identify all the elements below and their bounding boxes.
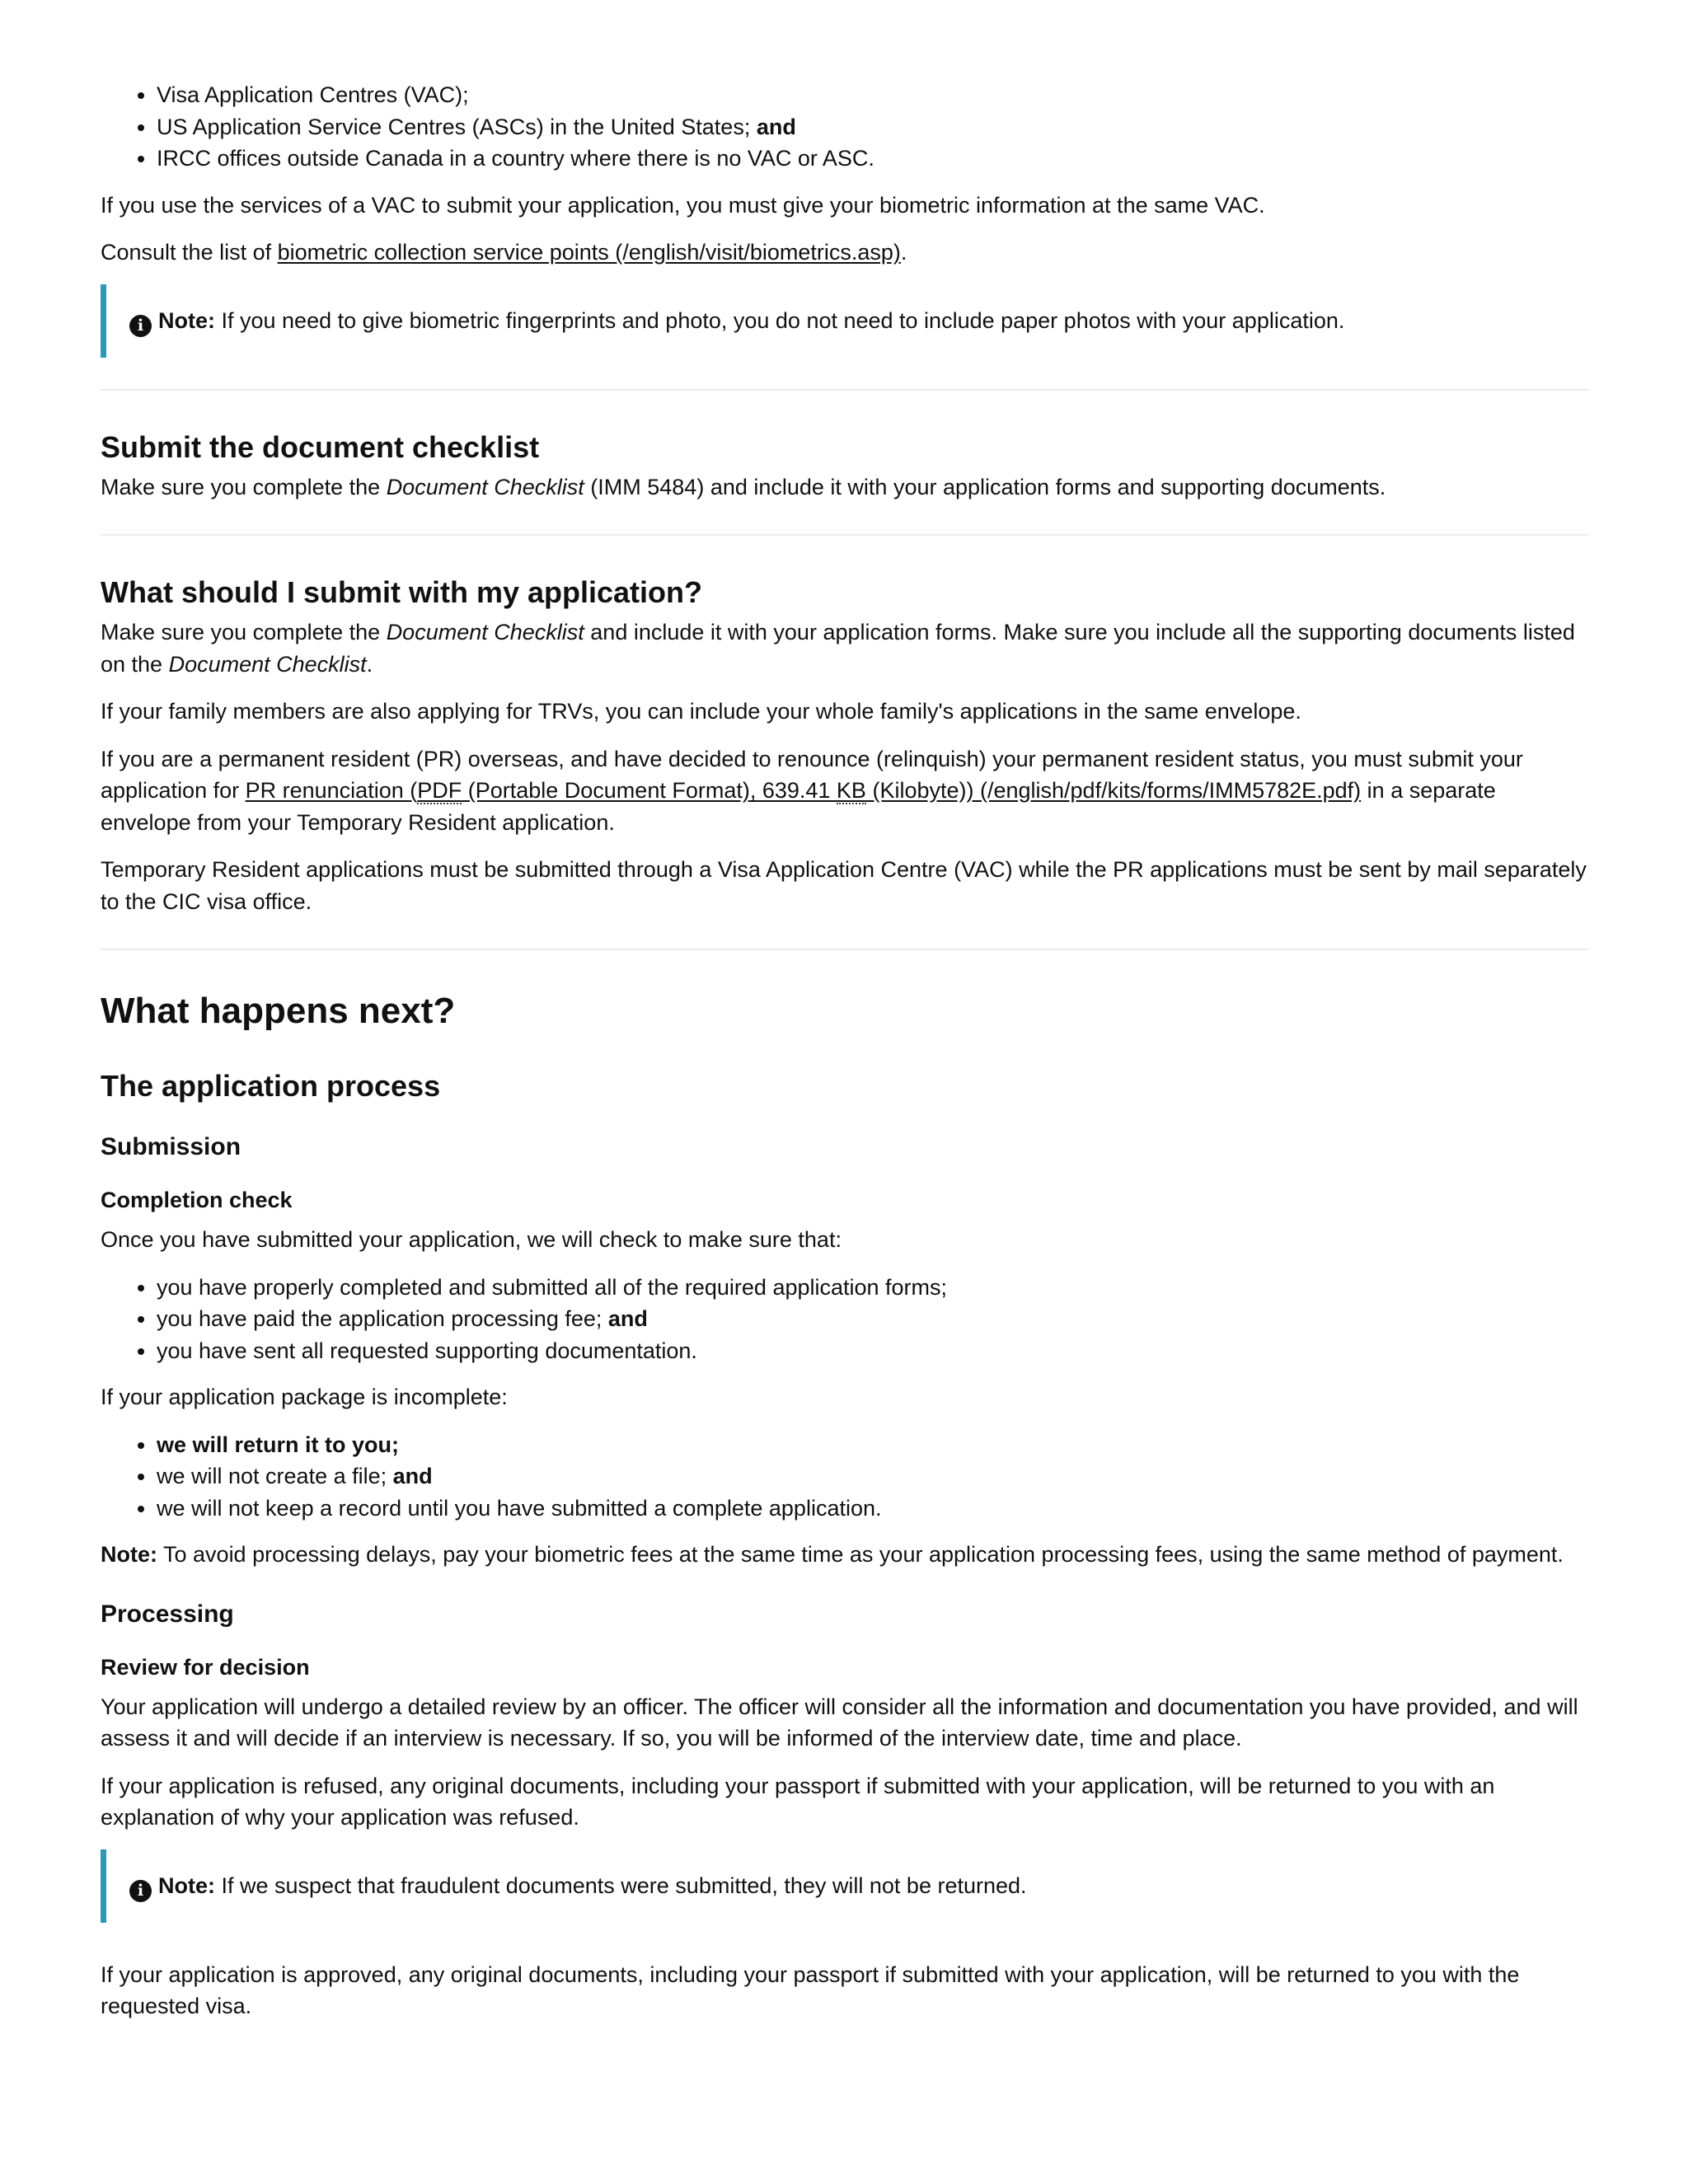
incomplete-intro: If your application package is incomplete: [101, 1385, 508, 1409]
completion-heading: Completion check [101, 1188, 293, 1212]
list-item: • US Application Service Centres (ASCs) in the United States; and [157, 111, 1589, 143]
list-item: • you have paid the application processing fee; and [157, 1303, 1589, 1335]
section-divider [101, 534, 1589, 536]
section-divider [101, 389, 1589, 391]
pr-renunciation-link[interactable]: PR renunciation (PDF (Portable Document Format), 639.41 KB (Kilobyte)) (/english/pdf/kits/forms/IMM5782E.pdf) [245, 778, 1362, 803]
submit-paragraph-3: If you are a permanent resident (PR) overseas, and have decided to renounce (relinquish) your permanent resident status, you must submit your application for PR renunciation (PDF (Portable Document Format), 639.41 KB (Kilobyte)) (/english/pdf/kits/forms/IMM5782E.pdf) in a separate envelope from your Temporary Resident application. [101, 746, 1523, 835]
submit-paragraph-1: Make sure you complete the Document Checklist and include it with your application forms. Make sure you include all the supporting documents listed on the Document Checklist. [101, 620, 1575, 677]
note-text: If you need to give biometric fingerprints and photo, you do not need to include paper photos with your application. [215, 307, 1345, 333]
list-item: • we will not create a file; and [157, 1460, 1589, 1493]
review-paragraph-1: Your application will undergo a detailed review by an officer. The officer will consider all the information and documentation you have provided, and will assess it and will decide if an interview is necessary. If so, you will be informed of the interview date, time and place. [101, 1694, 1578, 1750]
vac-paragraph: If you use the services of a VAC to submit your application, you must give your biometric information at the same VAC. [101, 192, 1265, 218]
processing-heading: Processing [101, 1600, 234, 1628]
info-icon: i [129, 315, 152, 337]
list-item: • we will not keep a record until you have submitted a complete application. [157, 1493, 1589, 1525]
incomplete-list [101, 1429, 1589, 1525]
checklist-paragraph: Make sure you complete the Document Checklist (IMM 5484) and include it with your application forms and supporting documents. [101, 474, 1386, 499]
note-text: If we suspect that fraudulent documents were submitted, they will not be returned. [215, 1872, 1027, 1898]
list-item: • Visa Application Centres (VAC); [157, 79, 1589, 111]
list-item: • IRCC offices outside Canada in a country where there is no VAC or ASC. [157, 143, 1589, 175]
consult-paragraph: Consult the list of biometric collection service points (/english/visit/biometrics.asp). [101, 240, 907, 265]
service-points-list [101, 79, 1589, 175]
submit-paragraph-2: If your family members are also applying for TRVs, you can include your whole family's applications in the same envelope. [101, 699, 1301, 724]
completion-intro: Once you have submitted your application, we will check to make sure that: [101, 1227, 842, 1252]
list-item: • you have sent all requested supporting documentation. [157, 1335, 1589, 1367]
note-label: Note: [158, 307, 215, 333]
review-heading: Review for decision [101, 1654, 310, 1680]
note-label: Note: [158, 1872, 215, 1898]
process-heading: The application process [101, 1069, 441, 1103]
approved-paragraph: If your application is approved, any original documents, including your passport if submitted with your application, will be returned to you with the requested visa. [101, 1961, 1520, 2018]
list-item: • you have properly completed and submitted all of the required application forms; [157, 1272, 1589, 1304]
list-item: • we will return it to you; [157, 1429, 1589, 1461]
note-box-photos [101, 284, 1589, 358]
checklist-heading: Submit the document checklist [101, 429, 540, 464]
next-heading: What happens next? [101, 991, 456, 1031]
info-icon: i [129, 1880, 152, 1902]
note-box-fraud [101, 1849, 1589, 1923]
fee-note: Note: To avoid processing delays, pay your biometric fees at the same time as your application processing fees, using the same method of payment. [101, 1542, 1564, 1567]
section-divider [101, 949, 1589, 950]
submit-paragraph-4: Temporary Resident applications must be submitted through a Visa Application Centre (VAC) while the PR applications must be sent by mail separately to the CIC visa office. [101, 857, 1587, 914]
page-content [101, 79, 1589, 2038]
submission-heading: Submission [101, 1133, 241, 1160]
completion-list [101, 1272, 1589, 1367]
review-paragraph-2: If your application is refused, any original documents, including your passport if submitted with your application, will be returned to you with an explanation of why your application was refused. [101, 1773, 1495, 1830]
submit-heading: What should I submit with my application? [101, 575, 703, 609]
biometric-service-points-link[interactable]: biometric collection service points (/english/visit/biometrics.asp) [277, 240, 901, 265]
